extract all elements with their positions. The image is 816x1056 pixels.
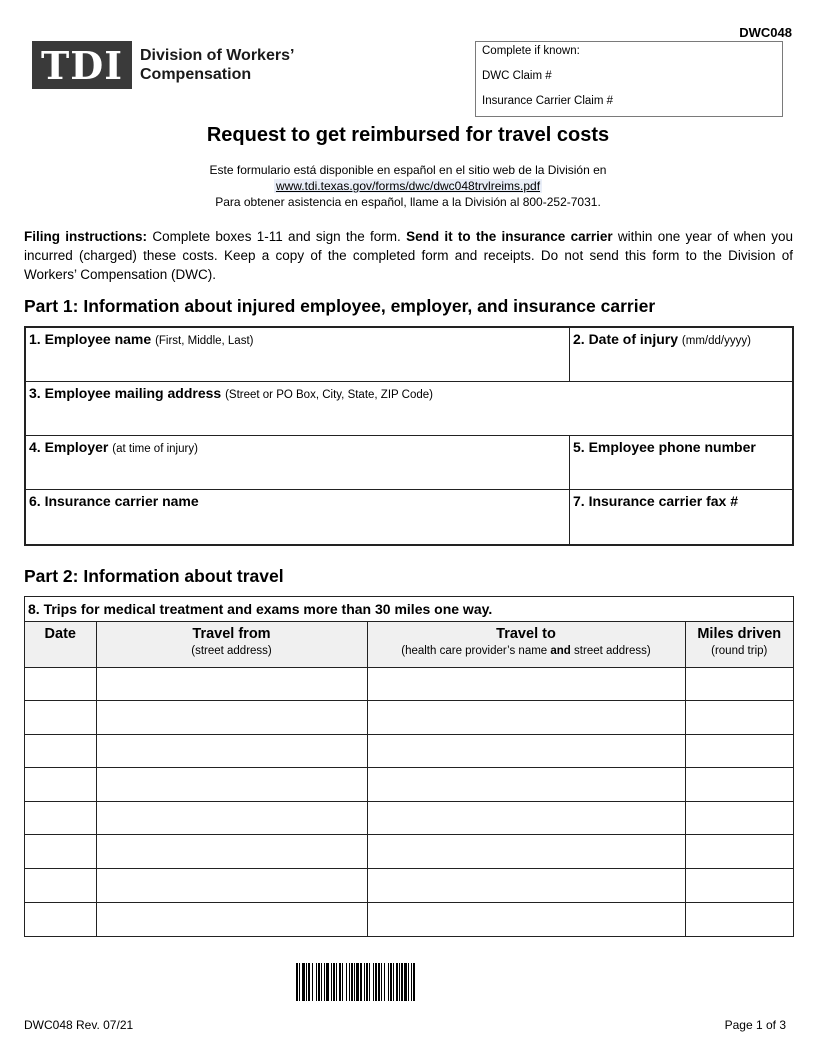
travel-to-cell[interactable] <box>367 835 685 869</box>
trips-table-title: 8. Trips for medical treatment and exams more than 30 miles one way. <box>25 597 793 622</box>
date-cell[interactable] <box>25 902 96 936</box>
instructions-bold: Send it to the insurance carrier <box>406 229 613 244</box>
part1-row <box>26 382 792 436</box>
instructions-text-1: Complete boxes 1-11 and sign the form. <box>147 229 407 244</box>
miles-cell[interactable] <box>685 734 793 768</box>
table-row <box>25 835 793 869</box>
field-label: 1. Employee name <box>29 331 152 347</box>
travel-to-cell[interactable] <box>367 869 685 903</box>
dwc-claim-field[interactable]: DWC Claim # <box>482 70 552 82</box>
table-row <box>25 902 793 936</box>
logo-mark: TDI <box>32 41 132 89</box>
travel-from-cell[interactable] <box>96 835 367 869</box>
col-to-sub-a: (health care provider’s name <box>401 645 551 657</box>
travel-to-cell[interactable] <box>367 667 685 701</box>
date-cell[interactable] <box>25 667 96 701</box>
travel-from-cell[interactable] <box>96 768 367 802</box>
mailing-address-field[interactable] <box>26 382 792 435</box>
travel-from-cell[interactable] <box>96 734 367 768</box>
date-cell[interactable] <box>25 701 96 735</box>
form-revision: DWC048 Rev. 07/21 <box>24 1018 134 1032</box>
col-date-label: Date <box>44 626 76 642</box>
filing-instructions <box>24 227 793 284</box>
col-from-sub: (street address) <box>191 645 272 657</box>
part1-heading: Part 1: Information about injured employee, employer, and insurance carrier <box>24 296 656 316</box>
form-link[interactable]: www.tdi.texas.gov/forms/dwc/dwc048trvlreims.pdf <box>275 179 541 193</box>
col-miles-sub: (round trip) <box>711 645 768 657</box>
barcode-bar <box>413 963 415 1001</box>
spanish-line-3: Para obtener asistencia en español, llame a la División al 800-252-7031. <box>215 195 601 209</box>
field-label: 2. Date of injury <box>573 331 679 347</box>
employer-field[interactable] <box>26 436 570 489</box>
col-date <box>25 622 96 667</box>
page-number: Page 1 of 3 <box>724 1018 786 1032</box>
travel-to-cell[interactable] <box>367 801 685 835</box>
table-row <box>25 667 793 701</box>
col-miles-driven <box>685 622 793 667</box>
travel-to-cell[interactable] <box>367 734 685 768</box>
travel-to-cell[interactable] <box>367 701 685 735</box>
table-row <box>25 801 793 835</box>
field-label: 6. Insurance carrier name <box>29 493 199 509</box>
part2-section <box>24 596 794 937</box>
table-row <box>25 701 793 735</box>
date-cell[interactable] <box>25 801 96 835</box>
part1-row <box>26 436 792 490</box>
table-row <box>25 734 793 768</box>
table-row <box>25 768 793 802</box>
part1-row <box>26 490 792 544</box>
miles-cell[interactable] <box>685 869 793 903</box>
travel-to-cell[interactable] <box>367 768 685 802</box>
field-label: 7. Insurance carrier fax # <box>573 493 738 509</box>
carrier-claim-field[interactable]: Insurance Carrier Claim # <box>482 95 614 107</box>
instructions-lead: Filing instructions: <box>24 229 148 244</box>
claim-box-heading: Complete if known: <box>482 45 580 57</box>
col-miles-label: Miles driven <box>697 626 782 642</box>
travel-from-cell[interactable] <box>96 667 367 701</box>
employee-name-field[interactable] <box>26 328 570 381</box>
part1-row <box>26 328 792 382</box>
date-of-injury-field[interactable] <box>570 328 792 381</box>
col-from-label: Travel from <box>192 626 271 642</box>
employee-phone-field[interactable] <box>570 436 792 489</box>
field-hint: (Street or PO Box, City, State, ZIP Code) <box>225 389 434 401</box>
field-label: 5. Employee phone number <box>573 439 756 455</box>
carrier-fax-field[interactable] <box>570 490 792 544</box>
form-id: DWC048 <box>739 25 792 40</box>
trips-table <box>25 622 793 936</box>
miles-cell[interactable] <box>685 768 793 802</box>
date-cell[interactable] <box>25 768 96 802</box>
field-label: 4. Employer <box>29 439 109 455</box>
miles-cell[interactable] <box>685 835 793 869</box>
travel-from-cell[interactable] <box>96 902 367 936</box>
travel-from-cell[interactable] <box>96 801 367 835</box>
logo-text <box>140 46 294 84</box>
col-to-sub <box>368 645 685 657</box>
carrier-name-field[interactable] <box>26 490 570 544</box>
field-hint: (at time of injury) <box>112 443 198 455</box>
col-travel-from <box>96 622 367 667</box>
col-travel-to <box>367 622 685 667</box>
table-row <box>25 869 793 903</box>
spanish-line-1: Este formulario está disponible en español en el sitio web de la División en <box>209 163 607 177</box>
date-cell[interactable] <box>25 734 96 768</box>
travel-from-cell[interactable] <box>96 869 367 903</box>
spanish-notice <box>0 162 816 210</box>
logo-line-1: Division of Workers’ <box>140 47 295 64</box>
field-hint: (First, Middle, Last) <box>155 335 254 347</box>
barcode-image <box>296 963 526 1001</box>
miles-cell[interactable] <box>685 701 793 735</box>
trips-body <box>25 667 793 936</box>
miles-cell[interactable] <box>685 667 793 701</box>
col-to-sub-b: street address) <box>570 645 651 657</box>
miles-cell[interactable] <box>685 902 793 936</box>
claim-info-box <box>475 41 783 117</box>
field-label: 3. Employee mailing address <box>29 385 222 401</box>
trips-header-row <box>25 622 793 667</box>
page-title: Request to get reimbursed for travel costs <box>206 124 610 146</box>
logo-line-2: Compensation <box>140 66 252 83</box>
miles-cell[interactable] <box>685 801 793 835</box>
field-hint: (mm/dd/yyyy) <box>681 335 751 347</box>
travel-from-cell[interactable] <box>96 701 367 735</box>
travel-to-cell[interactable] <box>367 902 685 936</box>
part2-heading: Part 2: Information about travel <box>24 566 284 586</box>
date-cell[interactable] <box>25 835 96 869</box>
tdi-logo <box>32 41 294 89</box>
date-cell[interactable] <box>25 869 96 903</box>
col-to-sub-bold: and <box>550 645 571 657</box>
col-to-label: Travel to <box>496 626 556 642</box>
instructions-text-2: within one year of when you incurred (charged) these costs. Keep a copy of the completed form and receipts. Do not send this form to the Division of Workers’ Compensation (DWC). <box>24 229 793 282</box>
part1-section <box>24 326 794 546</box>
